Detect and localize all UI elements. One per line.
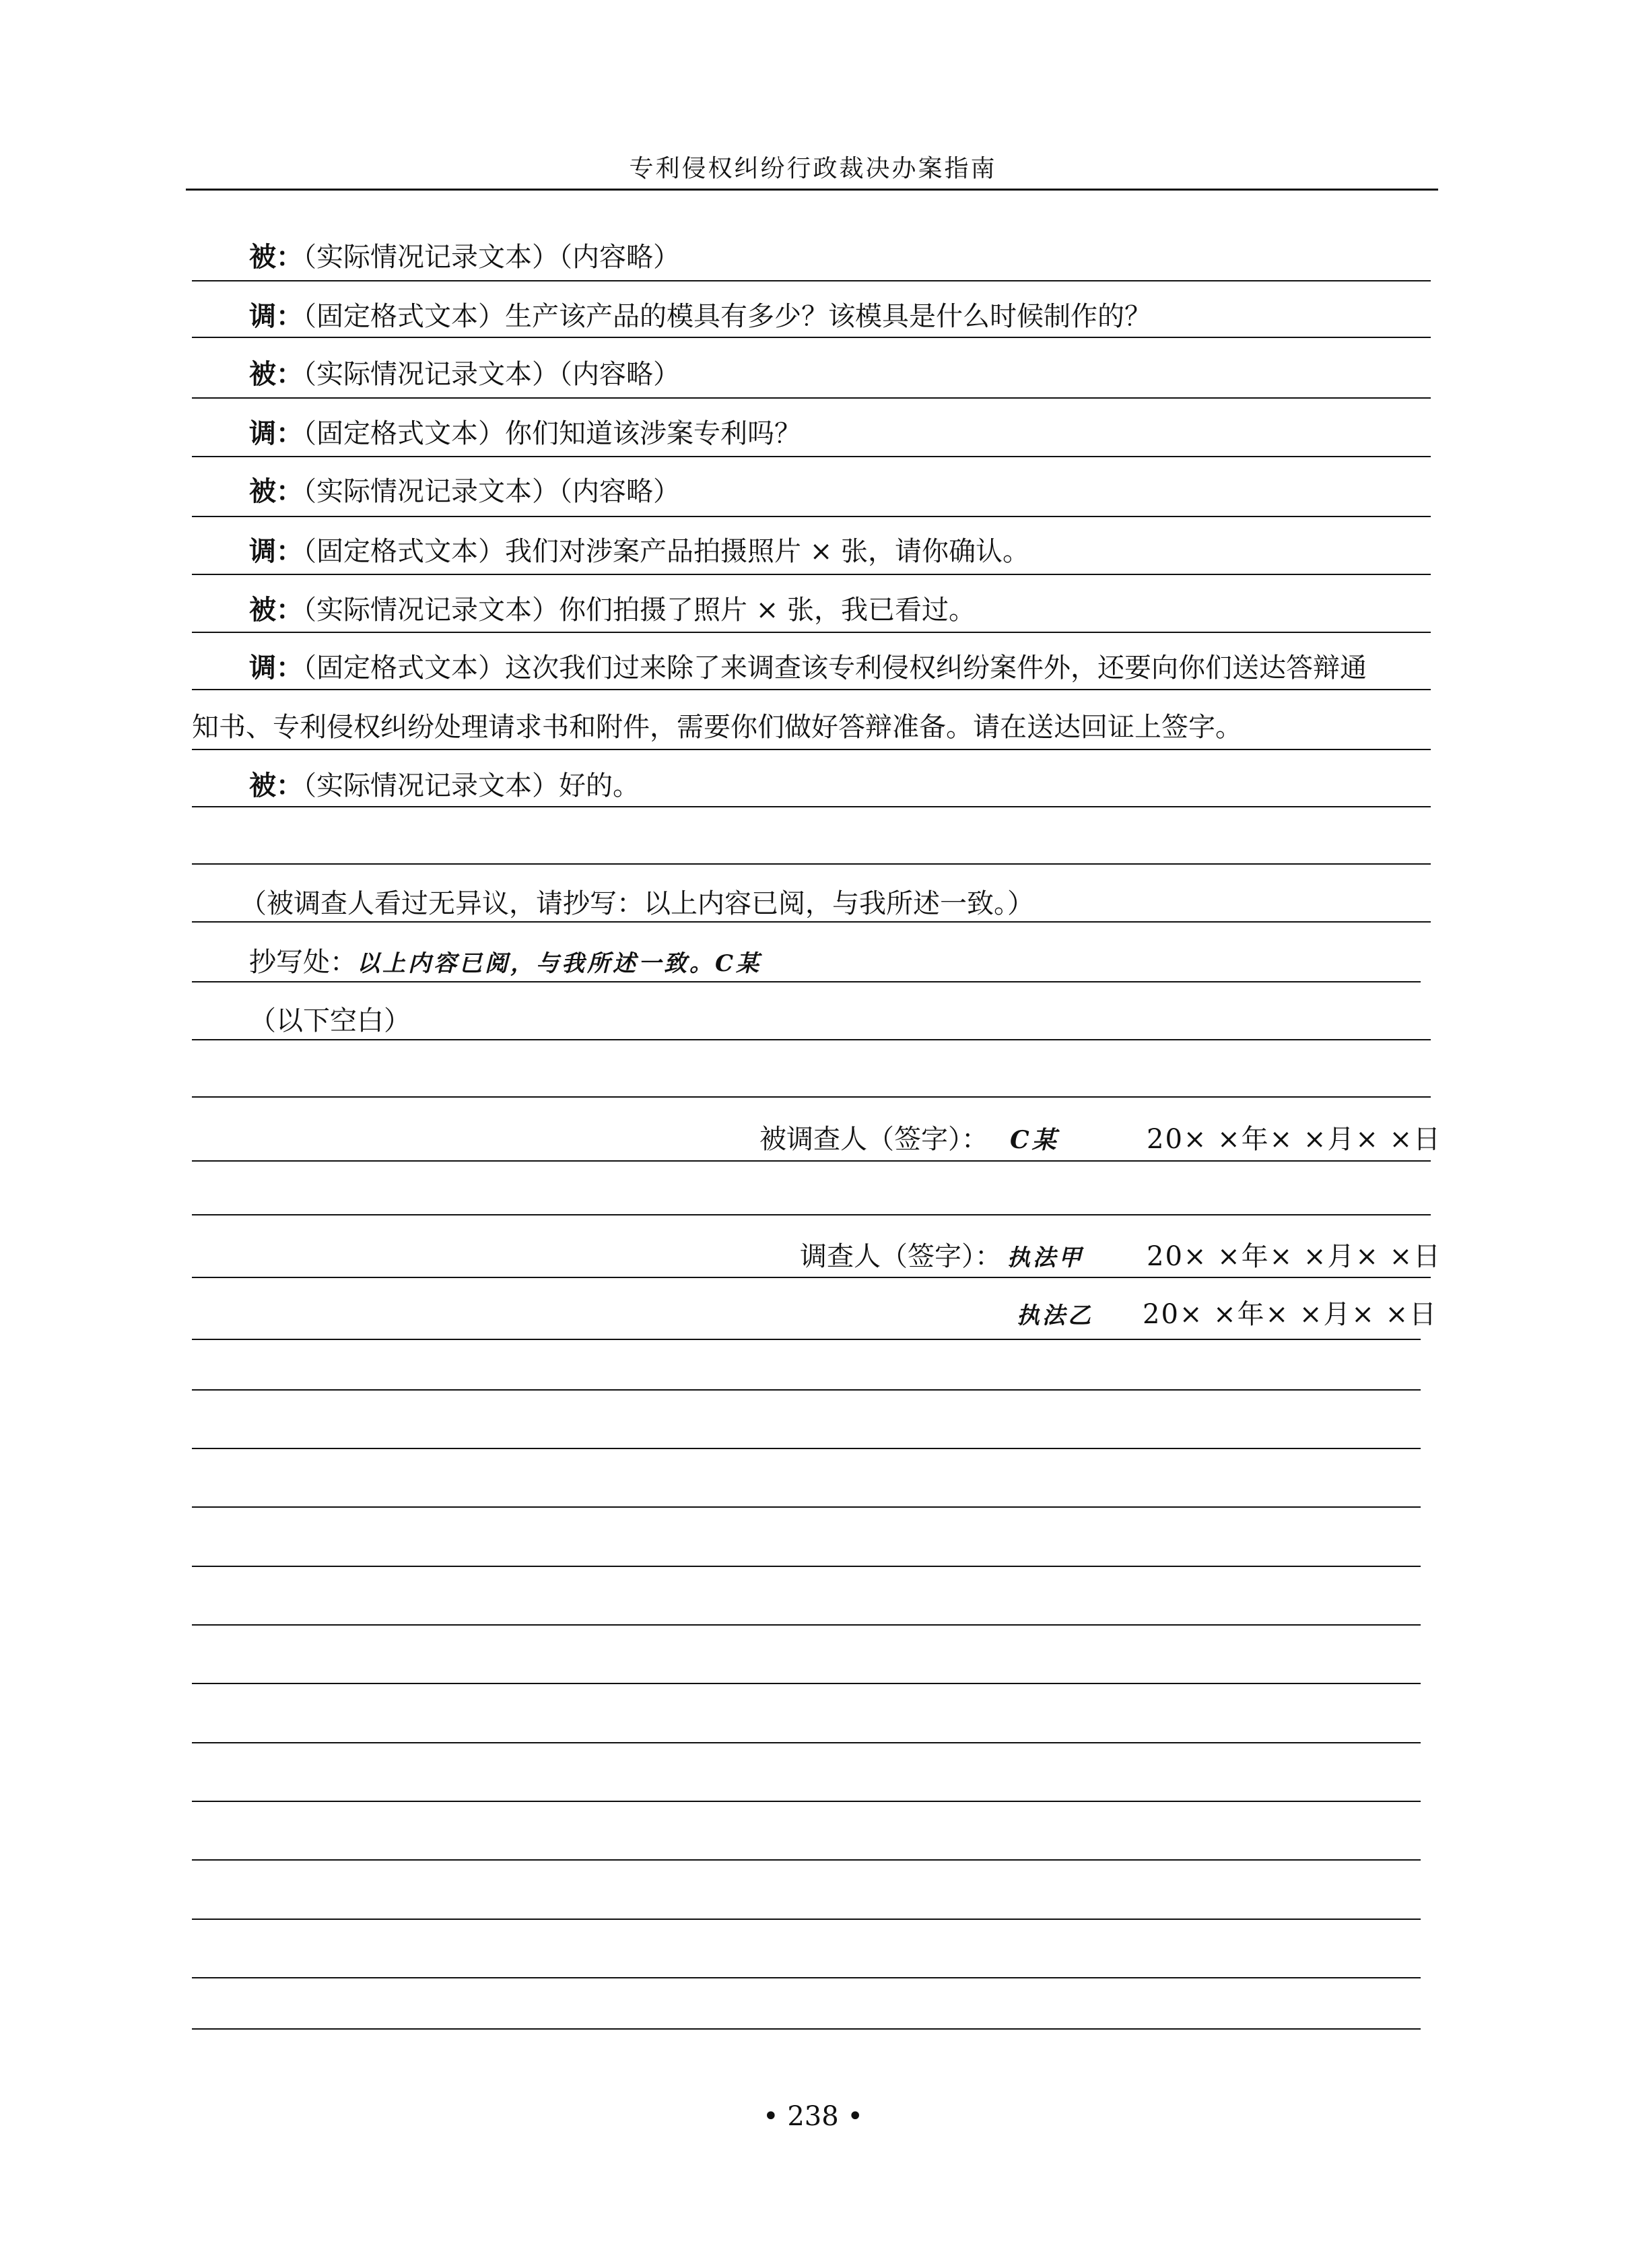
- ruled-line: [192, 1160, 1431, 1162]
- ruled-line: [192, 516, 1431, 517]
- line-text: （实际情况记录文本）好的。: [303, 770, 640, 801]
- transcript-line: [249, 652, 1367, 684]
- ruled-line: [192, 1096, 1431, 1098]
- ruled-line: [192, 456, 1431, 457]
- speaker-label: 调：: [249, 535, 303, 567]
- line-text: （实际情况记录文本）你们拍摄了照片 × 张，我已看过。: [303, 595, 976, 626]
- ruled-line: [192, 1977, 1421, 1978]
- page-number: • 238 •: [763, 2101, 863, 2132]
- speaker-label: 调：: [249, 652, 303, 683]
- transcript-line: [249, 358, 680, 391]
- ruled-line: [192, 1859, 1421, 1861]
- transcription-line: [249, 946, 761, 980]
- ruled-line: [192, 863, 1431, 865]
- signature-line: [1017, 1298, 1093, 1332]
- line-text: （固定格式文本）我们对涉案产品拍摄照片 × 张，请你确认。: [303, 536, 1029, 567]
- ruled-line: [192, 1506, 1421, 1508]
- ruled-line: [192, 1566, 1421, 1567]
- ruled-line: [192, 749, 1431, 750]
- speaker-label: 被：: [249, 358, 303, 390]
- ruled-line: [192, 337, 1431, 338]
- line-text: （实际情况记录文本）（内容略）: [303, 359, 680, 390]
- line-text: （实际情况记录文本）（内容略）: [303, 242, 680, 273]
- ruled-line: [192, 1277, 1431, 1278]
- ruled-line: [192, 397, 1431, 399]
- transcript-line: [249, 241, 680, 273]
- ruled-line: [192, 1683, 1421, 1684]
- speaker-label: 被：: [249, 594, 303, 626]
- speaker-label: 调：: [249, 300, 303, 332]
- line-text: （固定格式文本）你们知道该涉案专利吗？: [303, 418, 801, 449]
- ruled-line: [192, 574, 1431, 575]
- signature-label: 被调查人（签字）：: [759, 1124, 988, 1155]
- transcript-line: [249, 594, 976, 626]
- signature-date: 20× ×年× ×月× ×日: [1147, 1124, 1442, 1155]
- instruction-text: （被调查人看过无异议，请抄写：以上内容已阅，与我所述一致。）: [240, 888, 1034, 919]
- header-title: 专利侵权纠纷行政裁决办案指南: [629, 155, 997, 182]
- signature-date: 20× ×年× ×月× ×日: [1147, 1241, 1442, 1272]
- transcript-line: [249, 300, 1151, 333]
- blank-note: （以下空白）: [249, 1005, 411, 1036]
- signature-line: [759, 1123, 988, 1156]
- transcription-label: 抄写处：: [249, 947, 357, 978]
- signature-label: 调查人（签字）：: [800, 1241, 1002, 1272]
- signature-line: [1007, 1240, 1084, 1274]
- line-text: （固定格式文本）这次我们过来除了来调查该专利侵权纠纷案件外，还要向你们送达答辩通: [303, 653, 1367, 683]
- speaker-label: 调：: [249, 418, 303, 449]
- handwritten-signature: 执法甲: [1007, 1244, 1084, 1271]
- handwritten-signature: 执法乙: [1017, 1302, 1093, 1329]
- line-text: （实际情况记录文本）（内容略）: [303, 476, 680, 507]
- signature-line: [1010, 1123, 1059, 1156]
- ruled-line: [192, 1624, 1421, 1626]
- ruled-line: [192, 1742, 1421, 1743]
- ruled-line: [192, 1919, 1421, 1920]
- transcript-continuation: 知书、专利侵权纠纷处理请求书和附件，需要你们做好答辩准备。请在送达回证上签字。: [192, 712, 1242, 743]
- transcript-line: [249, 475, 680, 508]
- ruled-line: [192, 1214, 1431, 1215]
- transcript-line: [249, 535, 1029, 568]
- signature-date: 20× ×年× ×月× ×日: [1143, 1299, 1438, 1330]
- transcript-line: [249, 770, 640, 802]
- ruled-line: [192, 1039, 1431, 1040]
- ruled-line: [192, 1448, 1421, 1449]
- ruled-line: [192, 1801, 1421, 1802]
- speaker-label: 被：: [249, 475, 303, 507]
- ruled-line: [192, 921, 1431, 923]
- ruled-line: [192, 1389, 1421, 1391]
- handwritten-transcription: 以上内容已阅，与我所述一致。C某: [357, 950, 762, 977]
- ruled-line: [192, 689, 1431, 690]
- ruled-line: [192, 280, 1431, 281]
- ruled-line: [192, 632, 1431, 633]
- ruled-line: [192, 1339, 1421, 1340]
- ruled-line: [192, 2028, 1421, 2030]
- speaker-label: 被：: [249, 241, 303, 273]
- ruled-line: [192, 806, 1431, 807]
- line-text: （固定格式文本）生产该产品的模具有多少？该模具是什么时候制作的？: [303, 301, 1151, 332]
- transcript-line: [249, 418, 801, 450]
- header-divider: [186, 189, 1438, 191]
- speaker-label: 被：: [249, 770, 303, 801]
- signature-line: [800, 1240, 1002, 1273]
- ruled-line: [192, 981, 1421, 982]
- handwritten-signature: C某: [1010, 1126, 1059, 1154]
